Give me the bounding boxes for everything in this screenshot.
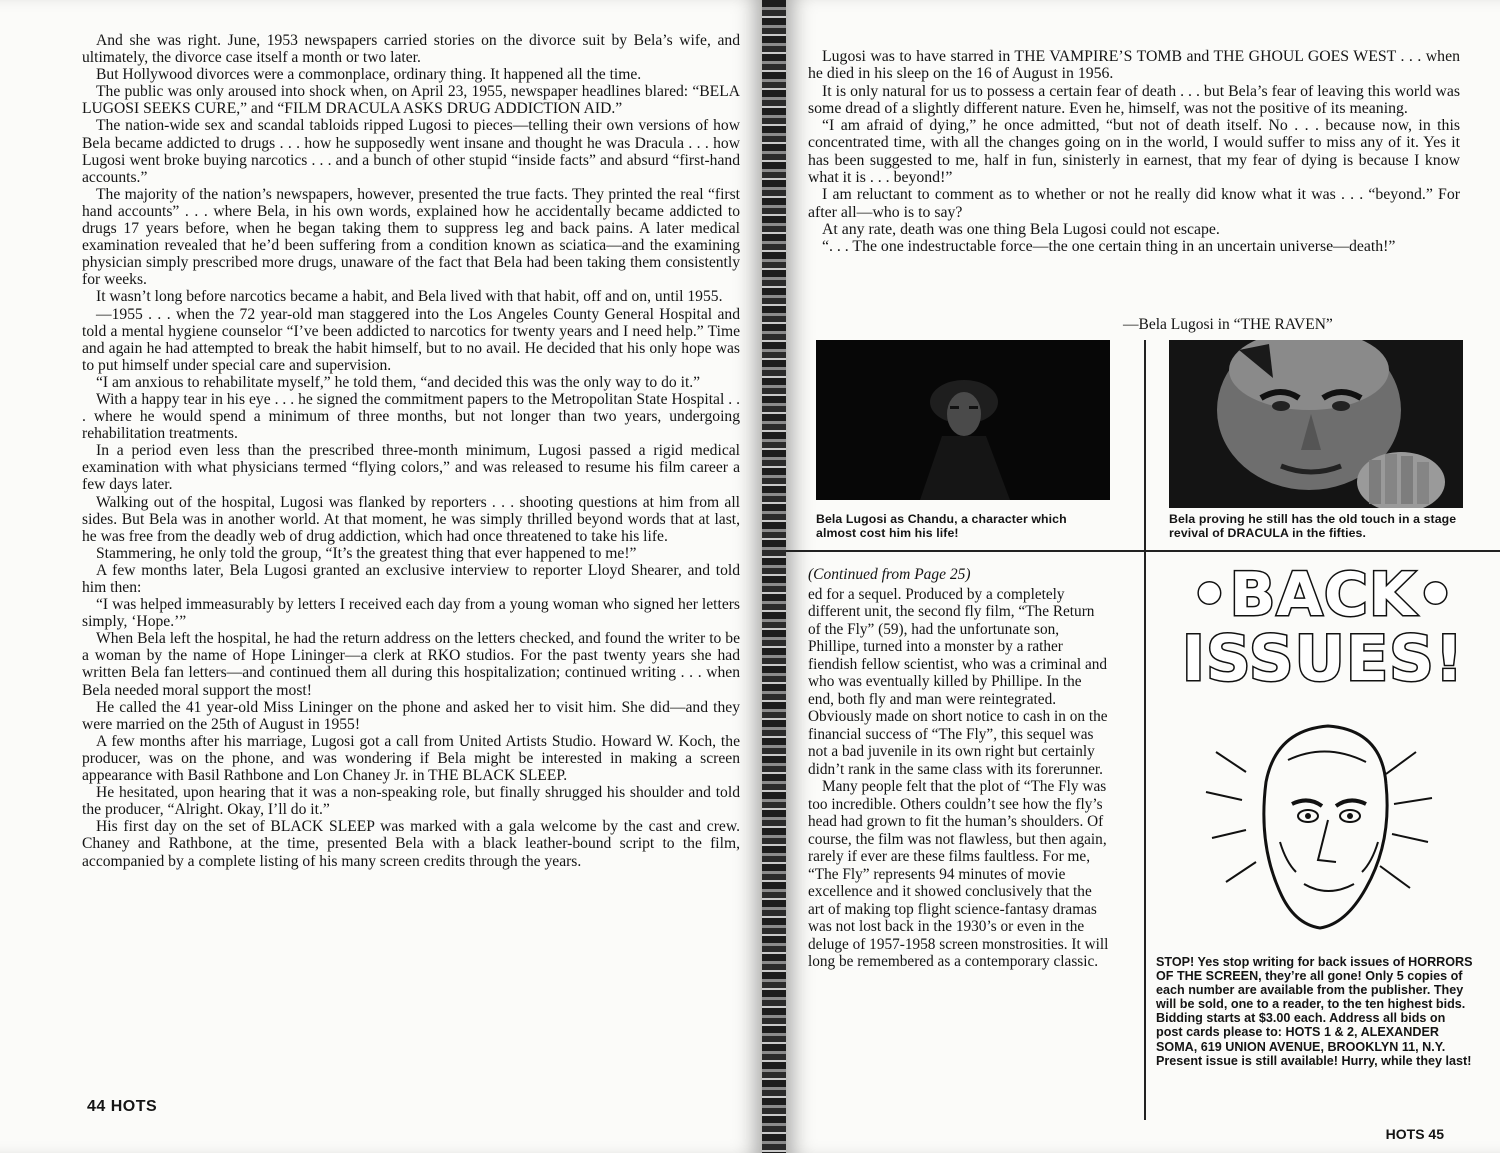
dracula-photo (1169, 340, 1463, 508)
continued-label: (Continued from Page 25) (808, 566, 971, 583)
paragraph: A few months after his marriage, Lugosi got a call from United Artists Studio. Howard W. Koch, the producer, was on the phone, and was wondering if Bela might be interested in making a screen appearance with Basil Rathbone and Lon Chaney Jr. in THE BLACK SLEEP. (82, 732, 740, 785)
monster-face-drawing (1196, 712, 1446, 940)
paragraph: “I am afraid of dying,” he once admitted, “but not of death itself. No . . . because now, in this concentrated time, with all the changes going on in the world, I would suffer to miss any of it. Yes it has been suggested to me, half in fun, sinisterly in earnest, that my fear of dying is because I know what it is . . . beyond!” (808, 117, 1460, 187)
paragraph: Many people felt that the plot of “The Fly was too incredible. Others couldn’t see how the fly’s head had grown to fit the human’s shoulders. Of course, the film was not flawless, but then again, rarely if ever are these films faultless. For me, “The Fly” represents 94 minutes of movie excellence and it showed conclusively that the art of making top flight science-fantasy dramas was not lost back in the 1930’s or even in the deluge of 1957-1958 screen monstrosities. It will long be remembered as a contemporary classic. (808, 778, 1109, 970)
paragraph: Stammering, he only told the group, “It’s the greatest thing that ever happened to me!” (96, 544, 637, 562)
quote-attribution: —Bela Lugosi in “THE RAVEN” (1123, 316, 1333, 333)
paragraph: “. . . The one indestructable force—the one certain thing in an uncertain universe—death!” (822, 238, 1396, 256)
chandu-photo (816, 340, 1110, 500)
page-number-left: 44 HOTS (87, 1098, 158, 1115)
paragraph: Walking out of the hospital, Lugosi was flanked by reporters . . . shooting questions at him from all sides. But Bela was in another world. At that moment, he was simply thrilled beyond words that at last, he was free from the deadly web of drug addiction, which had once threatened to take his life. (82, 493, 740, 545)
book-spine-gutter (762, 0, 786, 1153)
paragraph: At any rate, death was one thing Bela Lugosi could not escape. (822, 220, 1220, 238)
chandu-figure-image (816, 340, 1110, 500)
paragraph: “I was helped immeasurably by letters I received each day from a young woman who signed her letters simply, ‘Hope.’” (82, 596, 740, 631)
paragraph: The public was only aroused into shock when, on April 23, 1955, newspaper headlines blared: “BELA LUGOSI SEEKS CURE,” and “FILM DRACULA ASKS DRUG ADDICTION AID.” (82, 83, 740, 118)
dracula-closeup-image (1169, 340, 1463, 508)
paragraph: Lugosi was to have starred in THE VAMPIRE’S TOMB and THE GHOUL GOES WEST . . . when he died in his sleep on the 16 of August in 1956. (808, 48, 1460, 83)
paragraph: But Hollywood divorces were a commonplace, ordinary thing. It happened all the time. (96, 66, 642, 84)
paragraph: “I am anxious to rehabilitate myself,” he told them, “and decided this was the only way to do it.” (96, 373, 701, 391)
paragraph: He hesitated, upon hearing that it was a non-speaking role, but finally shrugged his shoulder and told the producer, “Alright. Okay, I’ll do it.” (82, 784, 740, 819)
paragraph: With a happy tear in his eye . . . he signed the commitment papers to the Metropolitan State Hospital . . . where he would spend a minimum of three months, but not longer than two years, undergoing rehabilitation treatments. (82, 390, 740, 443)
photo-row (786, 340, 1500, 550)
paragraph: In a period even less than the prescribed three-month minimum, Lugosi passed a rigid medical examination with what physicians termed “flying colors,” and was released to resume his film career a few days later. (82, 442, 740, 494)
paragraph: I am reluctant to comment as to whether or not he really did know what it was . . . “beyond.” For after all—who is to say? (808, 186, 1460, 221)
left-article-text (82, 32, 740, 870)
paragraph: ed for a sequel. Produced by a completely different unit, the second fly film, “The Return of the Fly” (59), had the unfortunate son, Phillipe, turned into a monster by a rather fiendish fellow scientist, who was a criminal and who was eventually killed by Phillipe. In the end, both fly and man were reintegrated. Obviously made on short notice to cash in on the financial success of “The Fly”, this sequel was not a bad juvenile in its own right but certainly didn’t rank in the same class with its forerunner. (808, 585, 1108, 778)
dracula-caption: Bela proving he still has the old touch in a stage revival of DRACULA in the fifties. (1169, 512, 1457, 540)
ad-title-back: •BACK• (1190, 560, 1456, 630)
paragraph: —1955 . . . when the 72 year-old man staggered into the Los Angeles County General Hospital and told a mental hygiene counselor “I’ve been addicted to narcotics for twenty years and I need help.” Time and again he had attempted to break the habit himself, but to no avail. He decided that his only hope was to put himself under special care and supervision. (82, 305, 740, 374)
chandu-caption: Bela Lugosi as Chandu, a character which almost cost him his life! (816, 512, 1067, 540)
paragraph: It is only natural for us to possess a certain fear of death . . . but Bela’s fear of leaving this world was some dread of a slightly different nature. Even he, himself, was not the positive of its meaning. (808, 82, 1460, 117)
paragraph: And she was right. June, 1953 newspapers carried stories on the divorce suit by Bela’s wife, and ultimately, the divorce case itself a month or two later. (82, 32, 740, 67)
ad-illustration (1196, 712, 1446, 940)
paragraph: He called the 41 year-old Miss Lininger on the phone and asked her to visit him. She did—and they were married on the 25th of August in 1955! (82, 698, 740, 733)
right-article-text (808, 48, 1460, 256)
ad-copy-text: STOP! Yes stop writing for back issues of HORRORS OF THE SCREEN, they’re all gone! Only 5 copies of each number are available from the publisher. They will be sold, one to a reader, to the ten highest bids. Bidding starts at $3.00 each. Address all bids on post cards please to: HOTS 1 & 2, ALEXANDER SOMA, 619 UNION AVENUE, BROOKLYN 11, N.Y. Present issue is still available! Hurry, while they last! (1156, 955, 1473, 1068)
paragraph: The majority of the nation’s newspapers, however, presented the true facts. They printed the real “first hand accounts” . . . where Bela, in his own words, explained how he accidentally became addicted to drugs 17 years before, when he began taking them to suppress leg and back pains. A later medical examination revealed that he’d been suffering from a condition known as sciatica—and the examining physician simply prescribed more drugs, unaware of the fact that Bela had been taking them consistently for weeks. (82, 185, 740, 289)
paragraph: A few months later, Bela Lugosi granted an exclusive interview to reporter Lloyd Shearer, and told him then: (82, 561, 740, 596)
paragraph: It wasn’t long before narcotics became a habit, and Bela lived with that habit, off and on, until 1955. (96, 288, 723, 306)
paragraph: When Bela left the hospital, he had the return address on the letters checked, and found the writer to be a woman by the name of Hope Lininger—a clerk at RKO studios. For the past twenty years she had written Bela fan letters—and continued them all during this hospitalization; continued writing . . . when Bela needed moral support the most! (82, 630, 740, 699)
page-number-right: HOTS 45 (1385, 1126, 1444, 1142)
paragraph: The nation-wide sex and scandal tabloids ripped Lugosi to pieces—telling their own versions of how Bela became addicted to drugs . . . how he supposedly went insane and thought he was Dracula . . . how Lugosi went broke buying narcotics . . . and a bunch of other stupid “inside facts” and absurd “first-hand accounts.” (82, 117, 740, 186)
right-page (786, 0, 1500, 1153)
back-issues-ad (1156, 562, 1486, 1122)
ad-title-issues: ISSUES! (1181, 622, 1465, 695)
paragraph: His first day on the set of BLACK SLEEP was marked with a gala welcome by the cast and crew. Chaney and Rathbone, at the time, presented Bela with a black leather-bound script to the film, accompanied by a complete listing of his many screen credits through the years. (82, 818, 740, 870)
continued-column (808, 566, 1110, 971)
vertical-divider (1144, 340, 1146, 1120)
horizontal-divider (786, 550, 1500, 552)
